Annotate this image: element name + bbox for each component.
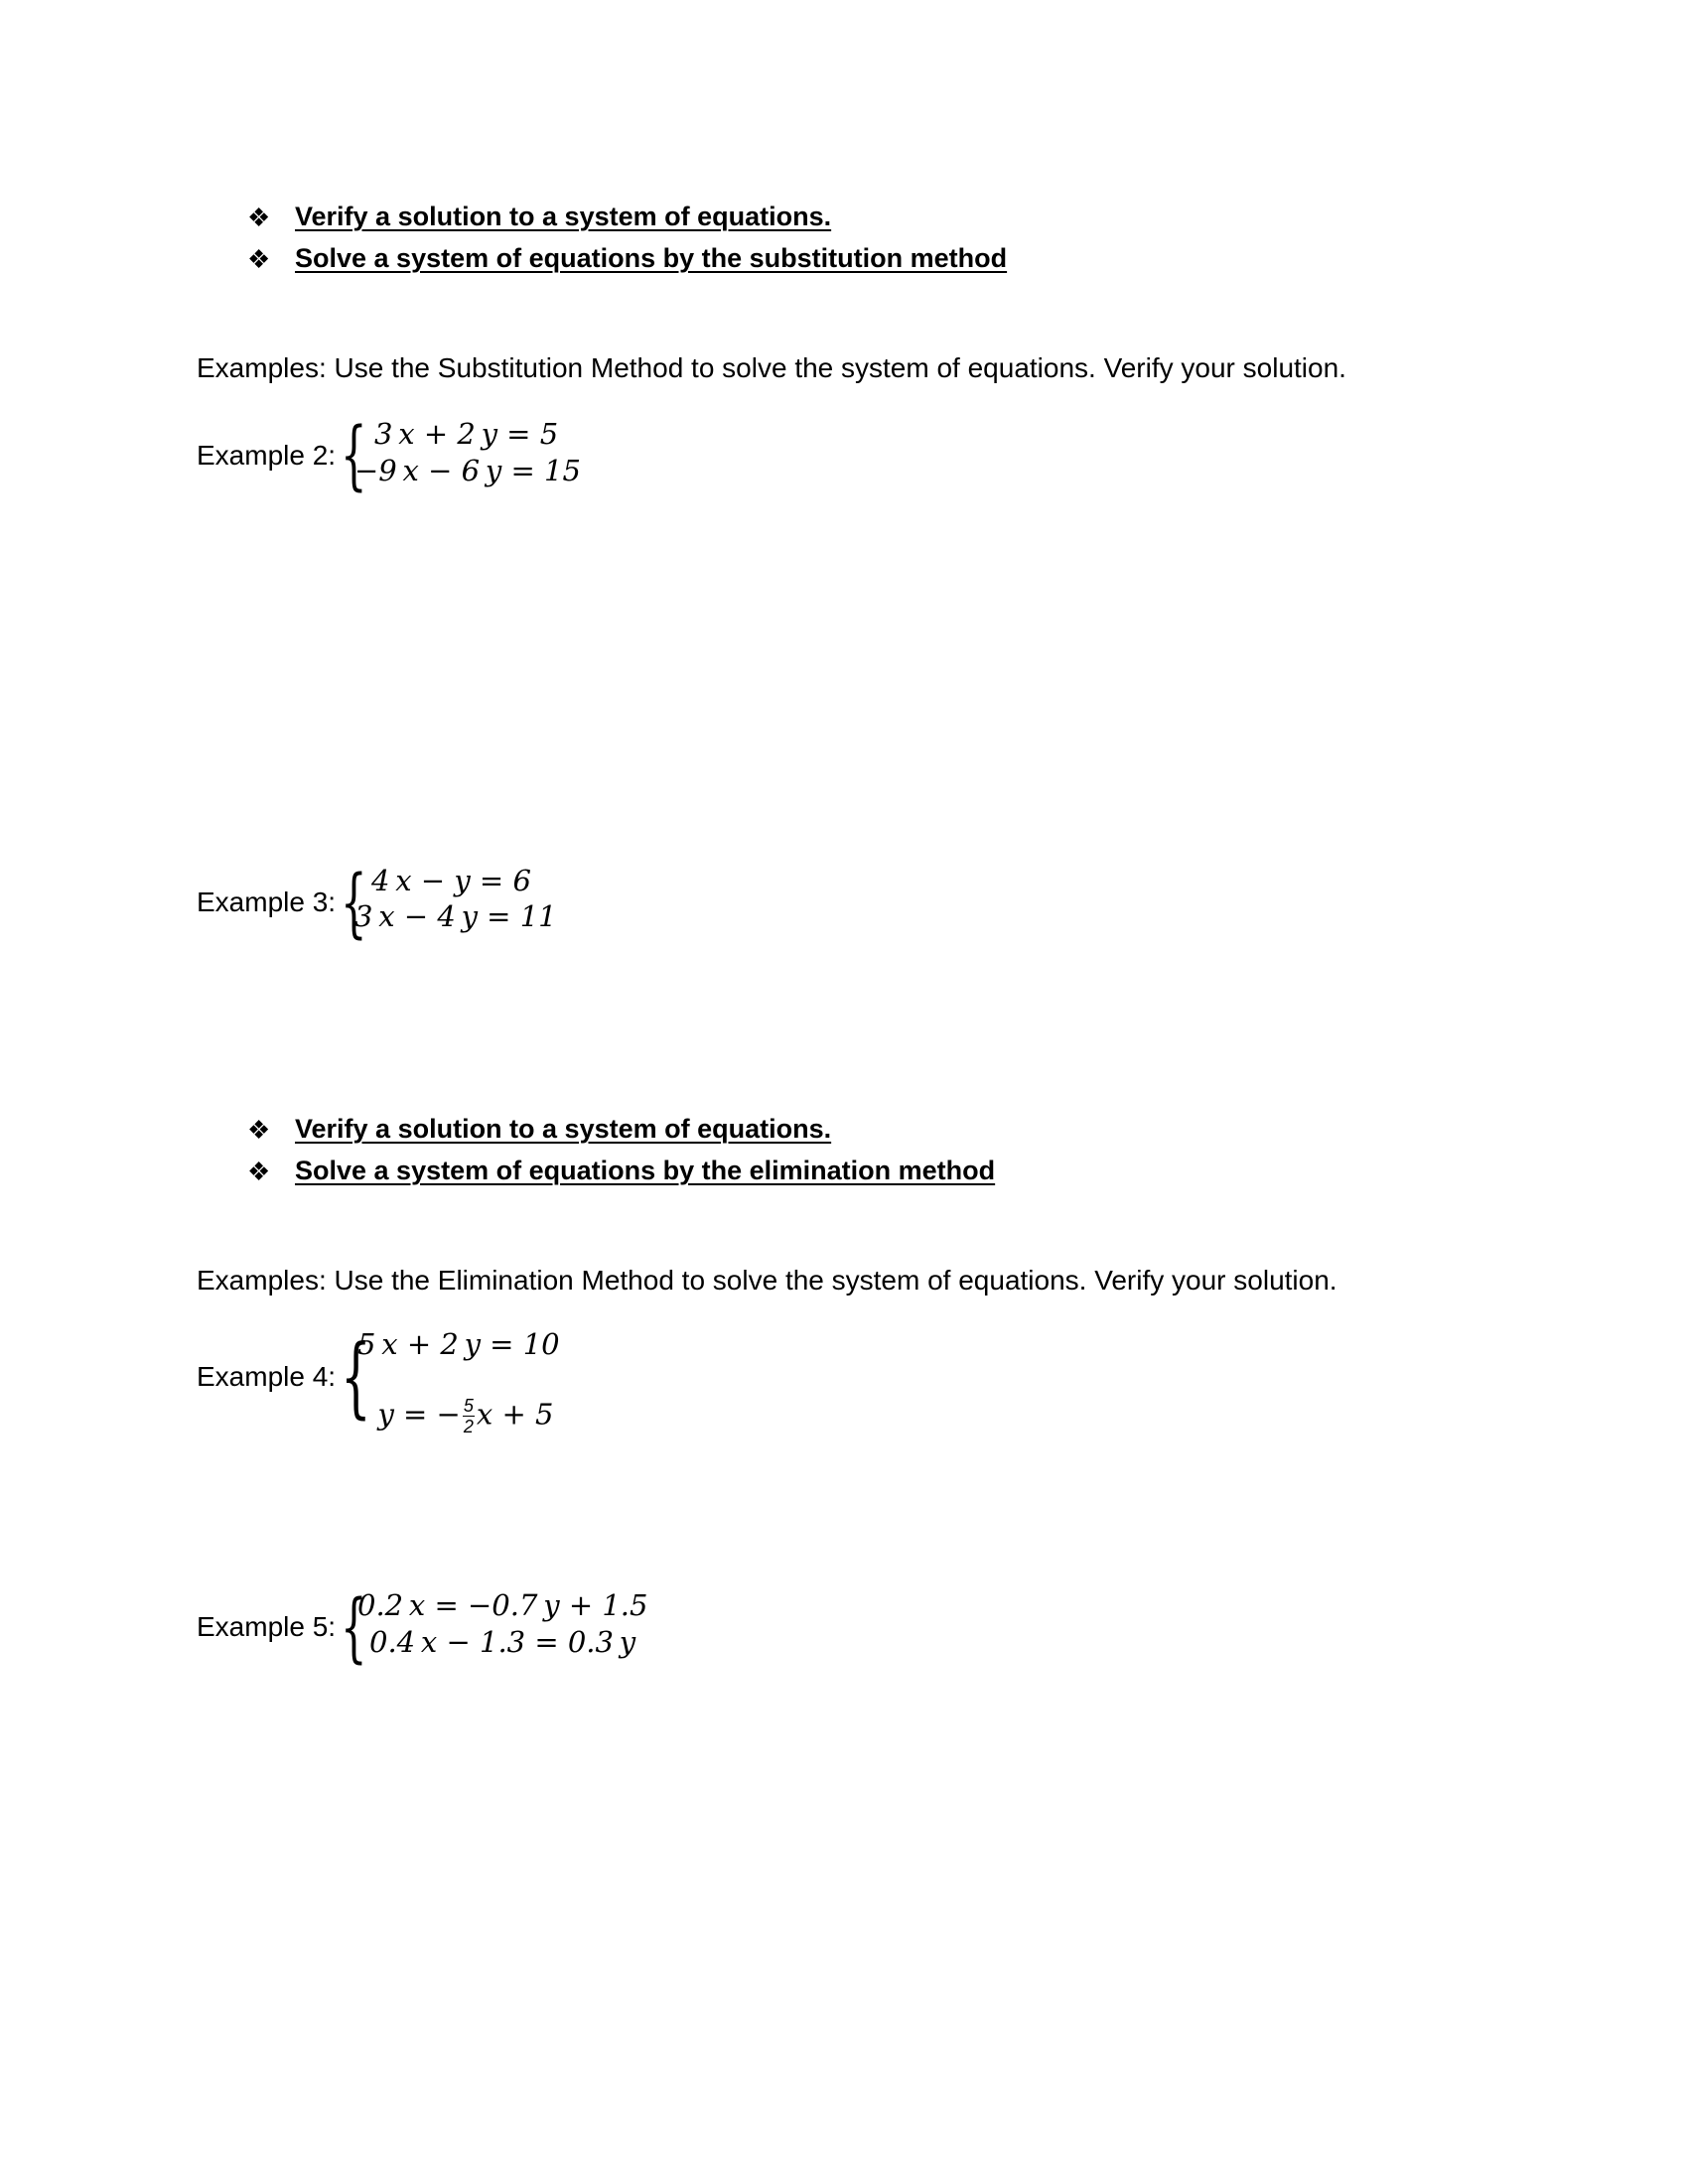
system-brace: {: [341, 1325, 371, 1428]
example-5-label: Example 5:: [197, 1611, 337, 1642]
objective-bullet-icon: ❖: [247, 1157, 271, 1186]
system-brace: {: [341, 858, 367, 946]
objective-substitution-method: Solve a system of equations by the substitution method: [295, 243, 1008, 273]
objective-bullet-icon: ❖: [247, 1115, 271, 1145]
example-4-equation-2-rhs: x + 5: [476, 1397, 554, 1432]
example-4-label: Example 4:: [197, 1361, 337, 1392]
elimination-instructions: Examples: Use the Elimination Method to solve the system of equations. Verify your solution.: [197, 1265, 1337, 1296]
example-3-equation-1: 4 x − y = 6: [371, 864, 531, 897]
objective-bullet-icon: ❖: [247, 203, 271, 232]
system-brace: {: [341, 410, 367, 498]
fraction-five-halves: [463, 1397, 475, 1435]
substitution-instructions: Examples: Use the Substitution Method to solve the system of equations. Verify your solution.: [197, 352, 1346, 383]
objective-verify-solution: Verify a solution to a system of equations.: [295, 202, 832, 231]
objective-elimination-method: Solve a system of equations by the elimination method: [295, 1156, 996, 1185]
example-3-equation-2: 3 x − 4 y = 11: [354, 899, 557, 933]
example-2-equation-1: 3 x + 2 y = 5: [374, 417, 559, 451]
objective-bullet-icon: ❖: [247, 244, 271, 274]
example-3-label: Example 3:: [197, 887, 337, 917]
example-2-equation-2: −9 x − 6 y = 15: [354, 454, 581, 487]
system-brace: {: [341, 1582, 367, 1671]
example-2-label: Example 2:: [197, 440, 337, 471]
example-5-equation-2: 0.4 x − 1.3 = 0.3 y: [369, 1625, 636, 1659]
objective-verify-solution-2: Verify a solution to a system of equations.: [295, 1114, 832, 1144]
example-4-equation-2: [359, 1368, 553, 1435]
example-4-equation-2-lhs: y = −: [377, 1397, 461, 1432]
example-5-equation-1: 0.2 x = −0.7 y + 1.5: [357, 1588, 648, 1622]
fraction-denominator: 2: [463, 1417, 474, 1436]
fraction-numerator: 5: [463, 1396, 474, 1416]
example-4-equation-1: 5 x + 2 y = 10: [357, 1327, 560, 1361]
